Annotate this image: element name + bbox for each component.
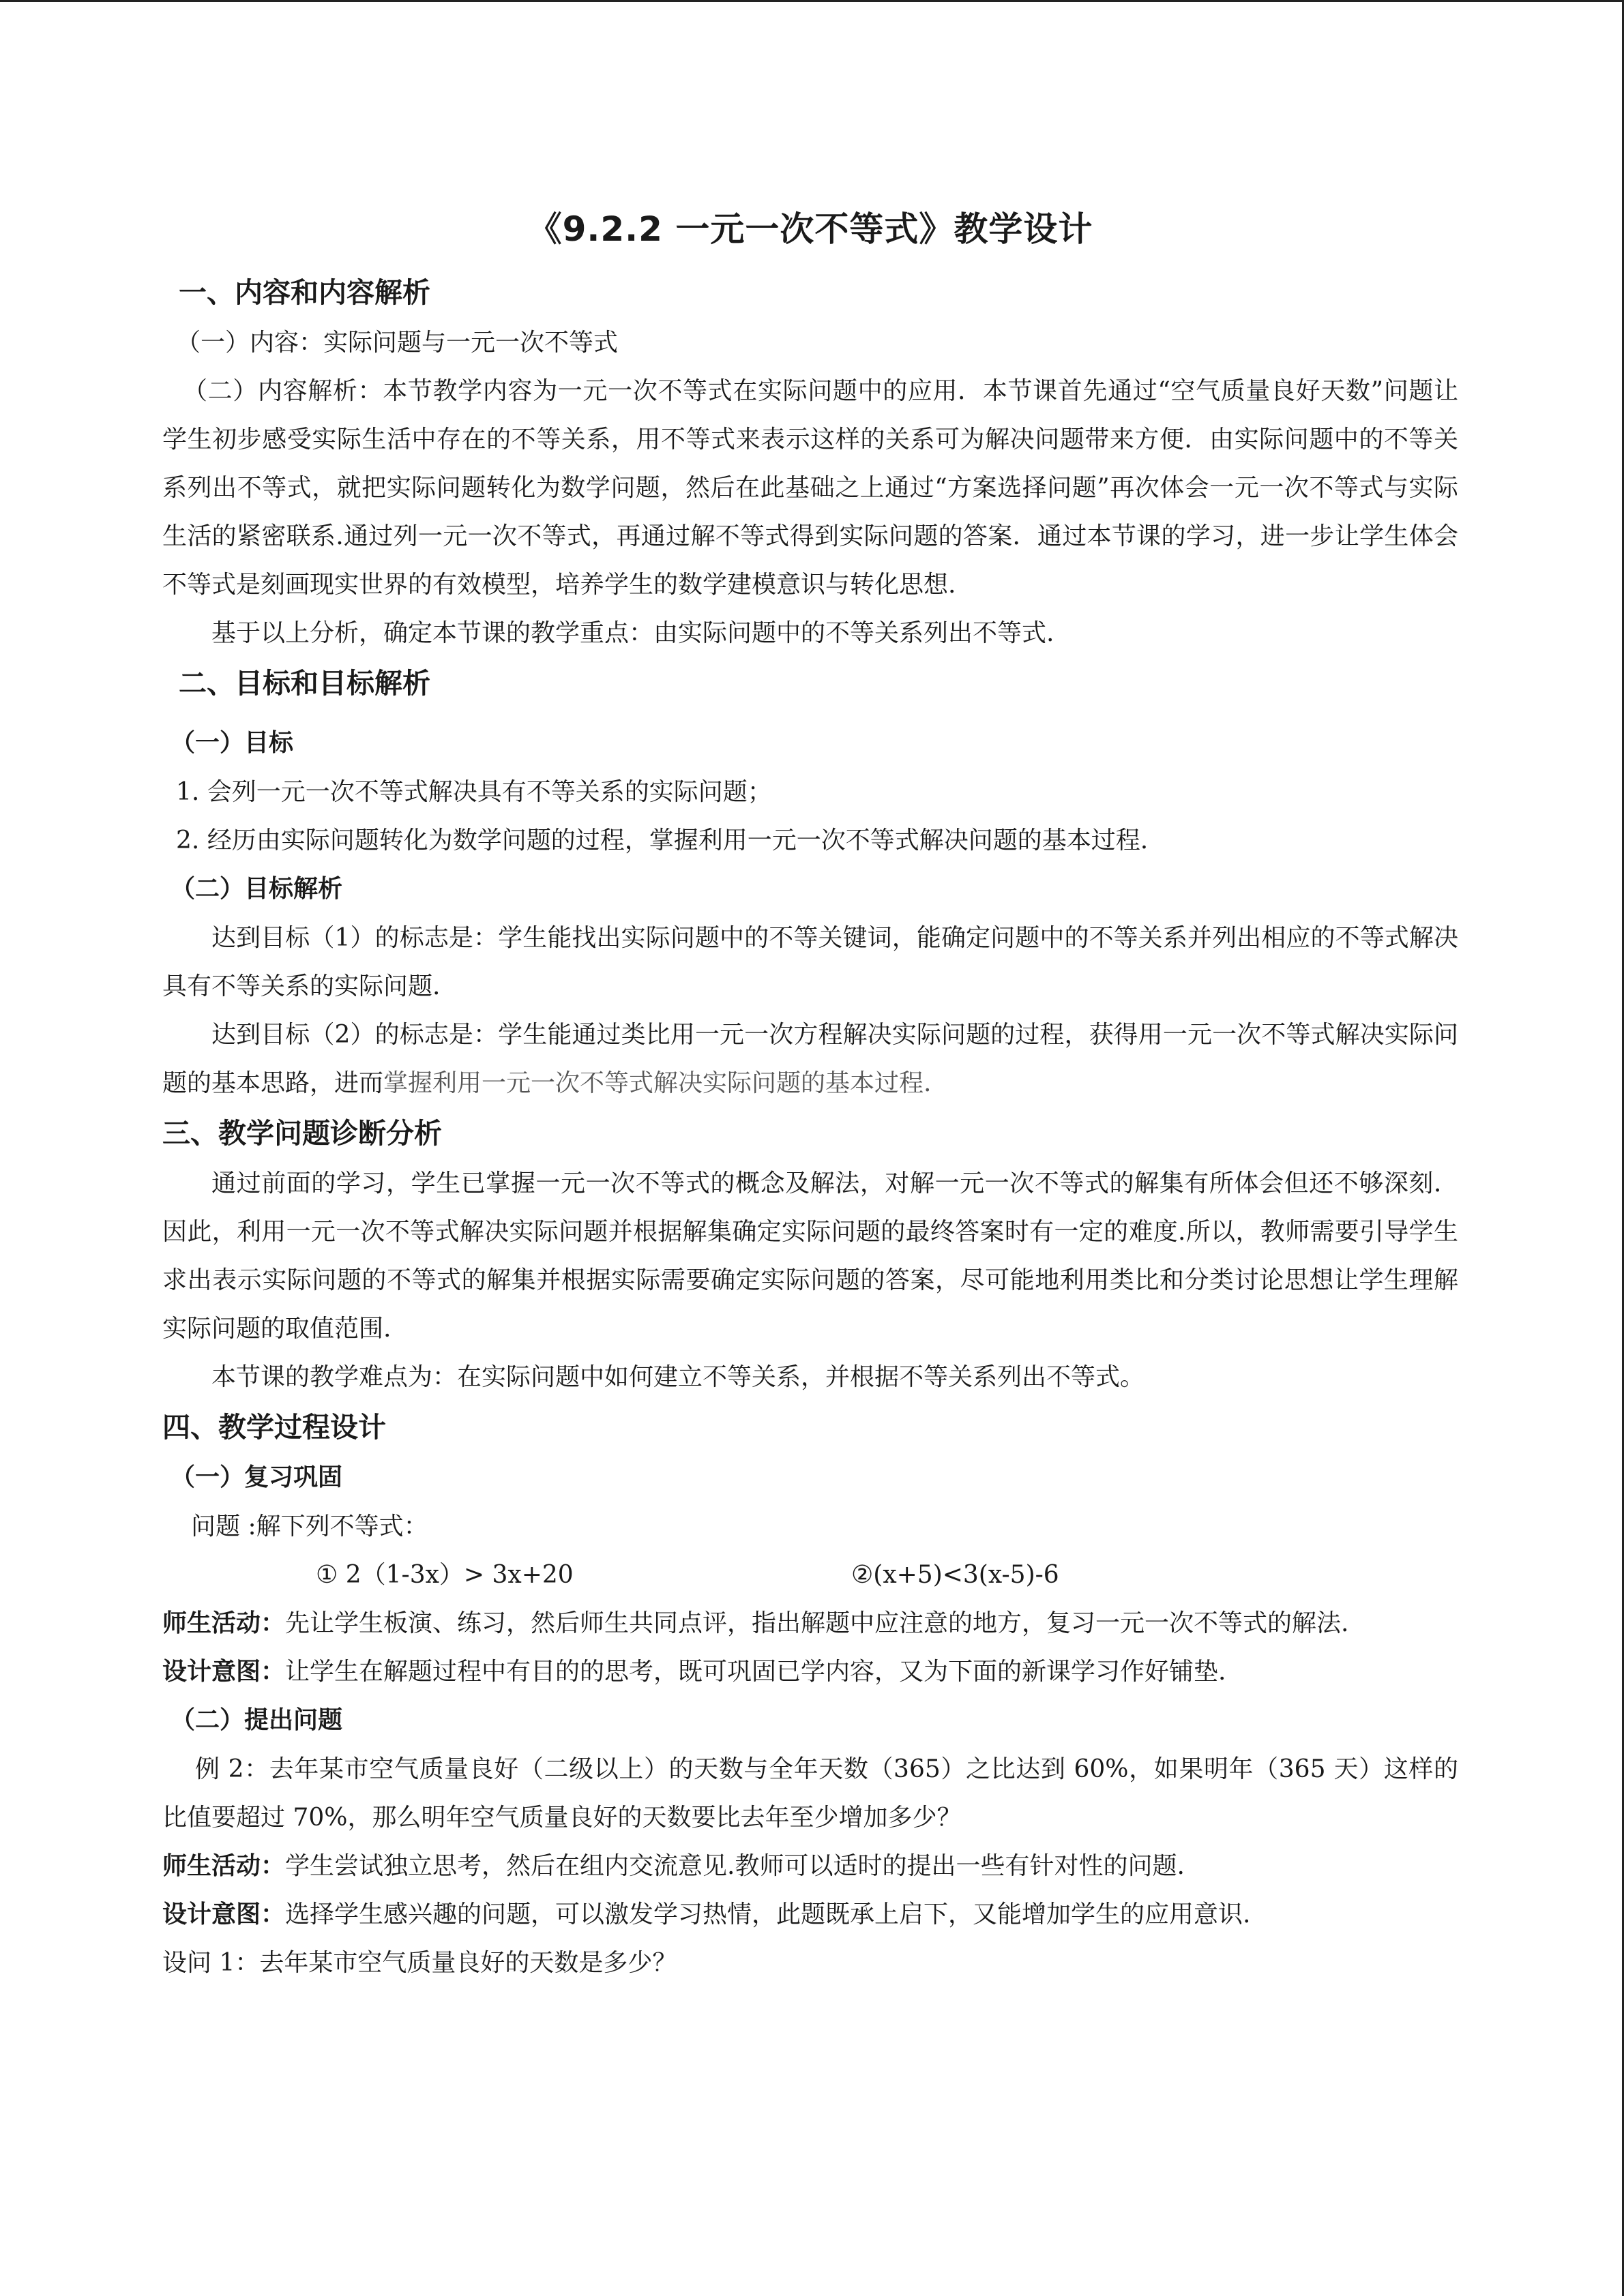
design-intent-1 [162, 1648, 1458, 1696]
section-4-heading: 四、教学过程设计 [162, 1411, 386, 1444]
intent-label: 设计意图： [162, 1658, 286, 1686]
activity-text: 先让学生板演、练习，然后师生共同点评，指出解题中应注意的地方，复习一元一次不等式的解法. [285, 1609, 1349, 1637]
intent-text: 让学生在解题过程中有目的的思考，既可巩固已学内容，又为下面的新课学习作好铺垫. [285, 1658, 1226, 1686]
section-1-heading: 一、内容和内容解析 [179, 276, 430, 309]
section-2-analysis-heading: （二）目标解析 [171, 875, 343, 903]
goal-analysis-2-highlight: 掌握利用一元一次不等式解决实际问题的基本过程. [383, 1069, 932, 1097]
intent-text: 选择学生感兴趣的问题，可以激发学习热情，此题既承上启下，又能增加学生的应用意识. [285, 1900, 1251, 1928]
section-2-heading: 二、目标和目标解析 [179, 667, 430, 700]
review-question: 问题 :解下列不等式： [191, 1512, 428, 1540]
activity-label: 师生活动： [162, 1609, 286, 1637]
section-4-review-heading: （一）复习巩固 [171, 1463, 343, 1491]
section-1-content: （一）内容：实际问题与一元一次不等式 [176, 329, 619, 357]
section-4-problem-heading: （二）提出问题 [171, 1706, 343, 1734]
inequality-2: ②(x+5)<3(x-5)-6 [851, 1561, 1059, 1589]
intent-label: 设计意图： [162, 1900, 286, 1928]
section-1-analysis: （二）内容解析：本节教学内容为一元一次不等式在实际问题中的应用．本节课首先通过“空气质量良好天数”问题让学生初步感受实际生活中存在的不等关系，用不等式来表示这样的关系可为解决问题带来方便．由实际问题中的不等关系列出不等式，就把实际问题转化为数学问题，然后在此基础之上通过“方案选择问题”再次体会一元一次不等式与实际生活的紧密联系.通过列一元一次不等式，再通过解不等式得到实际问题的答案．通过本节课的学习，进一步让学生体会不等式是刻画现实世界的有效模型，培养学生的数学建模意识与转化思想. [162, 377, 1458, 599]
activity-text: 学生尝试独立思考，然后在组内交流意见.教师可以适时的提出一些有针对性的问题. [285, 1852, 1185, 1880]
document-body [162, 200, 1458, 1987]
section-2-goals-heading: （一）目标 [171, 729, 294, 757]
example-2: 例 2：去年某市空气质量良好（二级以上）的天数与全年天数（365）之比达到 60%，如果明年（365 天）这样的比值要超过 70%，那么明年空气质量良好的天数要比去年至少增加多少？ [162, 1755, 1458, 1832]
goal-item-1: 1. 会列一元一次不等式解决具有不等关系的实际问题； [176, 778, 772, 806]
section-3-paragraph: 通过前面的学习，学生已掌握一元一次不等式的概念及解法，对解一元一次不等式的解集有所体会但还不够深刻．因此，利用一元一次不等式解决实际问题并根据解集确定实际问题的最终答案时有一定的难度.所以，教师需要引导学生求出表示实际问题的不等式的解集并根据实际需要确定实际问题的答案，尽可能地利用类比和分类讨论思想让学生理解实际问题的取值范围. [162, 1169, 1458, 1343]
activity-label: 师生活动： [162, 1852, 286, 1880]
design-intent-2 [162, 1890, 1458, 1939]
teacher-student-activity-1 [162, 1599, 1458, 1648]
goal-item-2: 2. 经历由实际问题转化为数学问题的过程，掌握利用一元一次不等式解决问题的基本过程. [176, 826, 1149, 854]
section-3-difficulty: 本节课的教学难点为：在实际问题中如何建立不等关系，并根据不等关系列出不等式。 [211, 1363, 1145, 1391]
page-title: 《9.2.2 一元一次不等式》教学设计 [527, 209, 1093, 249]
goal-analysis-2-text: 达到目标（2）的标志是：学生能通过类比用一元一次方程解决实际问题的过程，获得用一元一次不等式解决实际问题的基本思路，进而 [162, 1021, 1458, 1097]
teacher-student-activity-2 [162, 1842, 1458, 1890]
inequality-1: ① 2（1-3x）> 3x+20 [316, 1561, 574, 1589]
goal-analysis-2 [162, 1011, 1458, 1107]
section-1-key-point: 基于以上分析，确定本节课的教学重点：由实际问题中的不等关系列出不等式. [211, 619, 1054, 647]
goal-analysis-1: 达到目标（1）的标志是：学生能找出实际问题中的不等关键词，能确定问题中的不等关系并列出相应的不等式解决具有不等关系的实际问题. [162, 924, 1458, 1000]
section-3-heading: 三、教学问题诊断分析 [162, 1117, 442, 1150]
inequality-formulas [162, 1551, 1458, 1599]
question-1: 设问 1：去年某市空气质量良好的天数是多少？ [162, 1949, 677, 1977]
